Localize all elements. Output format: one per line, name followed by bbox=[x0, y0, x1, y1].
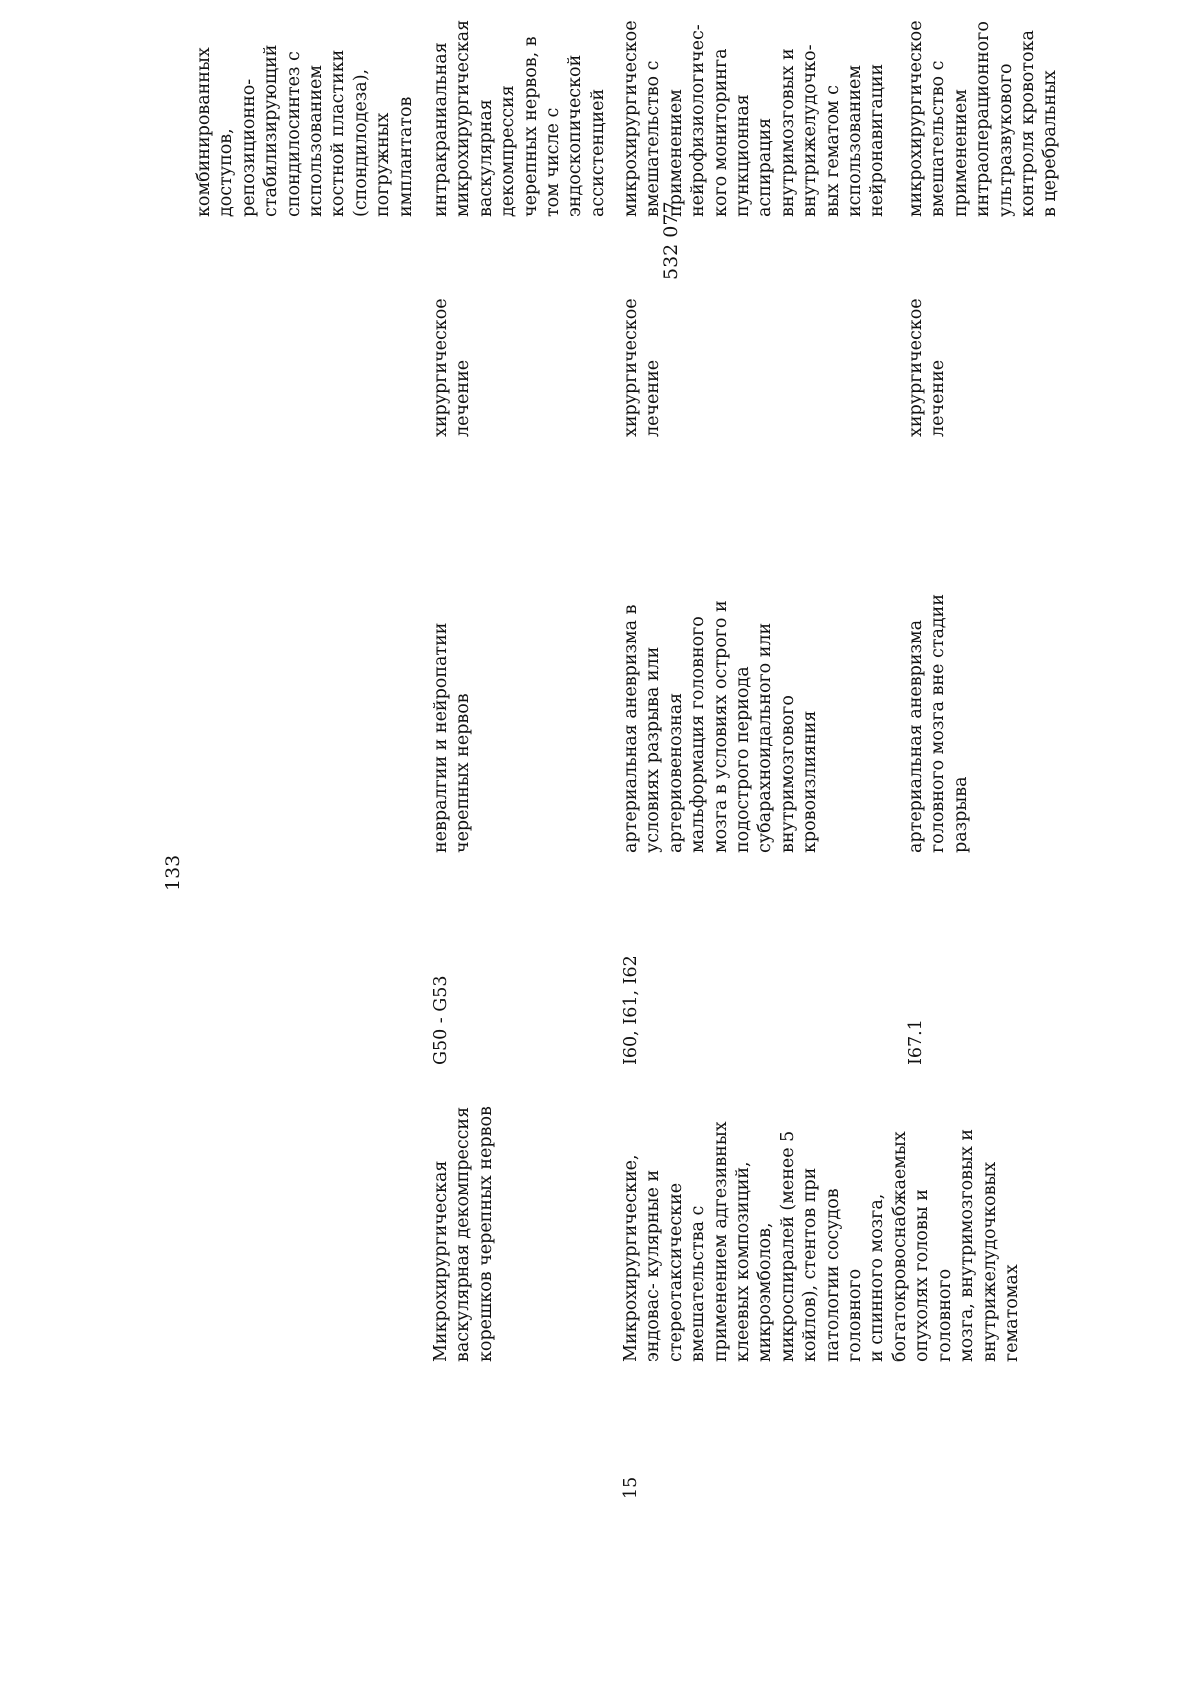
treatment-method: микрохирургическое вмешательство с применением нейрофизиологичес- кого мониторинга пункционная аспирация внутримозговых и внутрижелудочко- вых гематом с использованием нейронавигации bbox=[621, 20, 888, 217]
continued-method-text: комбинированных доступов, репозиционно- стабилизирующий спондилосинтез с использованием костной пластики (спондилодеза), погружных имплантатов bbox=[194, 44, 416, 217]
treatment-method: микрохирургическое вмешательство с применением интраоперационного ультразвукового контроля кровотока в церебральных bbox=[906, 20, 1061, 217]
icd-code: I67.1 bbox=[906, 1019, 926, 1065]
patient-model: невралгии и нейропатии черепных нервов bbox=[431, 622, 474, 853]
row-number: 15 bbox=[621, 1476, 641, 1499]
patient-model: артериальная аневризма в условиях разрыва или артериовенозная мальформация головного мозга в условиях острого и подострого периода субарахноидального или внутримозгового кровоизлияния bbox=[621, 600, 821, 853]
procedure-name: Микрохирургические, эндовас- кулярные и стереотаксические вмешательства с применением адгезивных клеевых композиций, микроэмболов, микроспиралей (менее 5 койлов), стентов при патологии сосудов головного и спинного мозга, богатокровоснабжаемых опухолях головы и головного мозга, внутримозговых и внутрижелудочковых гематомах bbox=[621, 1121, 1022, 1362]
document-number: 532 077 bbox=[660, 201, 682, 280]
icd-code: G50 - G53 bbox=[431, 975, 451, 1065]
procedure-name: Микрохирургическая васкулярная декомпрессия корешков черепных нервов bbox=[431, 1106, 496, 1362]
treatment-type: хирургическое лечение bbox=[906, 298, 949, 437]
patient-model: артериальная аневризма головного мозга вне стадии разрыва bbox=[906, 594, 971, 853]
treatment-method: интракраниальная микрохирургическая васкулярная декомпрессия черепных нервов, в том числе с эндоскопической ассистенцией bbox=[431, 19, 608, 217]
page-number: 133 bbox=[162, 854, 184, 891]
treatment-type: хирургическое лечение bbox=[621, 298, 664, 437]
icd-code: I60, I61, I62 bbox=[621, 955, 641, 1065]
treatment-type: хирургическое лечение bbox=[431, 298, 474, 437]
